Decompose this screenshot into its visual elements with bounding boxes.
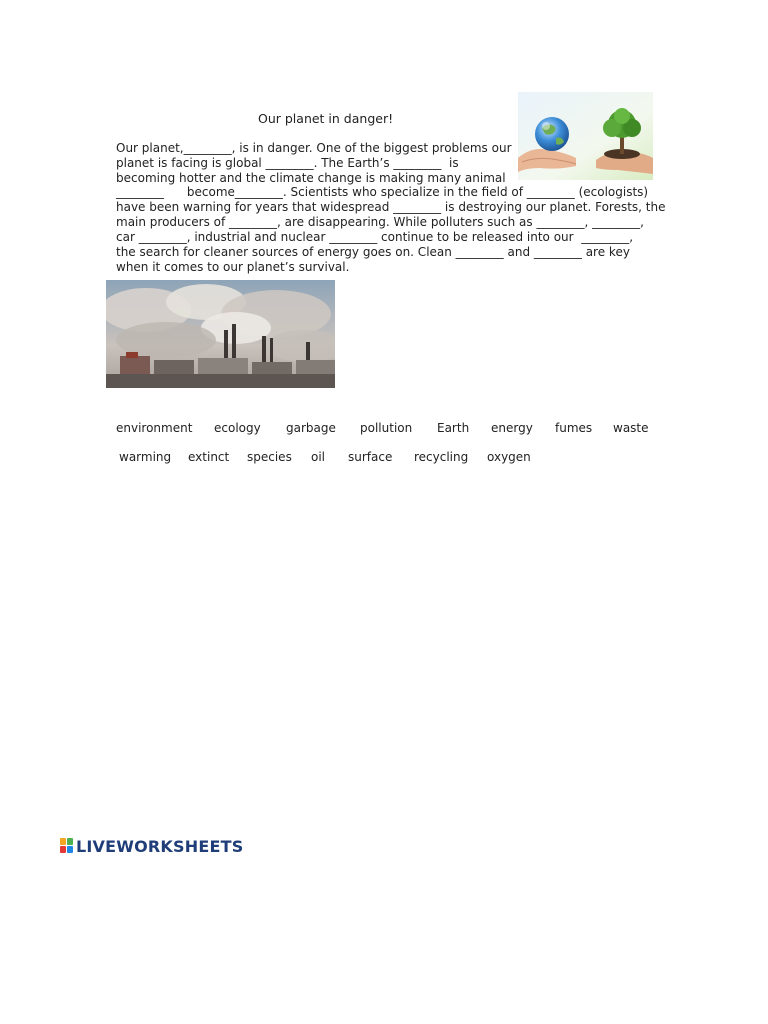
paragraph-line-9: when it comes to our planet’s survival. xyxy=(116,260,350,274)
paragraph-line-2: planet is facing is global ________. The Earth’s ________ is xyxy=(116,156,459,170)
worksheet-title: Our planet in danger! xyxy=(258,111,394,126)
word-bank-item: surface xyxy=(348,450,393,464)
word-bank-item: fumes xyxy=(555,421,593,435)
paragraph-line-8: the search for cleaner sources of energy goes on. Clean ________ and ________ are key xyxy=(116,245,630,259)
paragraph-line-6: main producers of ________, are disappearing. While polluters such as ________, ________, xyxy=(116,215,644,229)
word-bank-item: recycling xyxy=(414,450,469,464)
paragraph-line-7: car ________, industrial and nuclear ________ continue to be released into our ________, xyxy=(116,230,634,244)
paragraph-line-4: ________ become________. Scientists who specialize in the field of ________ (ecologists) xyxy=(116,185,649,199)
factory-pollution-image xyxy=(106,280,335,388)
word-bank-item: warming xyxy=(119,450,172,464)
word-bank-item: energy xyxy=(491,421,533,435)
word-bank-item: Earth xyxy=(437,421,470,435)
paragraph-line-1: Our planet,________, is in danger. One of the biggest problems our xyxy=(116,141,512,155)
logo-icon xyxy=(60,838,74,854)
word-bank-item: pollution xyxy=(360,421,413,435)
hands-globe-tree-image xyxy=(518,92,653,180)
paragraph-line-5: have been warning for years that widespread ________ is destroying our planet. Forests, the xyxy=(116,200,666,214)
word-bank-item: oil xyxy=(311,450,326,464)
word-bank-item: garbage xyxy=(286,421,336,435)
word-bank-item: species xyxy=(247,450,292,464)
word-bank-item: ecology xyxy=(214,421,261,435)
word-bank-item: waste xyxy=(613,421,649,435)
word-bank-item: extinct xyxy=(188,450,230,464)
logo-text: LIVEWORKSHEETS xyxy=(76,836,244,856)
word-bank-item: environment xyxy=(116,421,193,435)
paragraph-line-3: becoming hotter and the climate change is making many animal xyxy=(116,171,506,185)
liveworksheets-logo xyxy=(60,835,243,857)
word-bank-item: oxygen xyxy=(487,450,531,464)
